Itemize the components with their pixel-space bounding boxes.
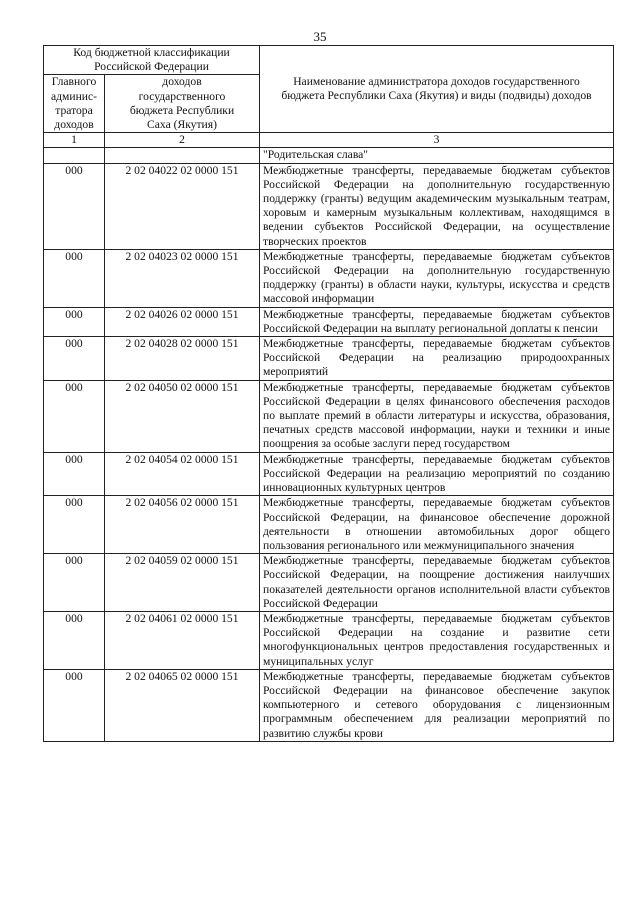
- income-description-cell: Межбюджетные трансферты, передаваемые бюджетам субъектов Российской Федерации на создание и развитие сети многофункциональных центров предоставления государственных и муниципальных услуг: [260, 611, 614, 669]
- table-row: [44, 337, 614, 381]
- column-number: 3: [260, 133, 614, 148]
- table-row: [44, 496, 614, 554]
- admin-code-cell: 000: [44, 163, 105, 249]
- admin-code-cell: 000: [44, 452, 105, 496]
- income-code-cell: 2 02 04056 02 0000 151: [105, 496, 260, 554]
- admin-code-cell: 000: [44, 249, 105, 307]
- table-row: [44, 163, 614, 249]
- admin-code-cell: 000: [44, 496, 105, 554]
- income-description-cell: Межбюджетные трансферты, передаваемые бюджетам субъектов Российской Федерации на дополнительную государственную поддержку (гранты) в области науки, культуры, искусства и средств массовой информации: [260, 249, 614, 307]
- continuation-text: "Родительская слава": [260, 148, 614, 163]
- income-description-cell: Межбюджетные трансферты, передаваемые бюджетам субъектов Российской Федерации, на финансовое обеспечение дорожной деятельности в отношении автомобильных дорог общего пользования регионального или межмуниципального значения: [260, 496, 614, 554]
- income-description-cell: Межбюджетные трансферты, передаваемые бюджетам субъектов Российской Федерации на реализацию мероприятий по созданию инновационных культурных центров: [260, 452, 614, 496]
- income-description-cell: Межбюджетные трансферты, передаваемые бюджетам субъектов Российской Федерации на реализацию природоохранных мероприятий: [260, 337, 614, 381]
- income-code-cell: 2 02 04028 02 0000 151: [105, 337, 260, 381]
- column-number: 2: [105, 133, 260, 148]
- income-description-cell: Межбюджетные трансферты, передаваемые бюджетам субъектов Российской Федерации, на поощрение достижения наилучших показателей деятельности органов исполнительной власти субъектов Российской Федерации: [260, 554, 614, 612]
- continuation-row: [44, 148, 614, 163]
- income-code-cell: 2 02 04059 02 0000 151: [105, 554, 260, 612]
- income-code-cell: 2 02 04026 02 0000 151: [105, 307, 260, 336]
- income-description-cell: Межбюджетные трансферты, передаваемые бюджетам субъектов Российской Федерации на дополнительную государственную поддержку (гранты) ведущим академическим музыкальным театрам, хоровым и камерным музыкальным коллективам, находящимся в ведении субъектов Российской Федерации, на осуществление творческих проектов: [260, 163, 614, 249]
- header-income-code-column: доходов государственного бюджета Республики Саха (Якутия): [105, 75, 260, 133]
- table-row: [44, 611, 614, 669]
- income-code-cell: 2 02 04050 02 0000 151: [105, 380, 260, 452]
- header-row-group: [44, 46, 614, 75]
- income-code-cell: 2 02 04065 02 0000 151: [105, 669, 260, 741]
- column-number: 1: [44, 133, 105, 148]
- admin-code-cell: 000: [44, 380, 105, 452]
- table-row: [44, 554, 614, 612]
- column-number-row: [44, 133, 614, 148]
- income-description-cell: Межбюджетные трансферты, передаваемые бюджетам субъектов Российской Федерации в целях финансового обеспечения расходов по выплате премий в области литературы и искусства, образования, печатных средств массовой информации, науки и техники и иные поощрения за особые заслуги перед государством: [260, 380, 614, 452]
- income-code-cell: 2 02 04023 02 0000 151: [105, 249, 260, 307]
- budget-classification-table: [43, 45, 614, 742]
- table-row: [44, 380, 614, 452]
- page-number: 35: [313, 29, 327, 44]
- admin-code-cell: 000: [44, 611, 105, 669]
- admin-code-cell: 000: [44, 669, 105, 741]
- header-code-group: Код бюджетной классификации Российской Федерации: [44, 46, 260, 75]
- admin-code-cell: 000: [44, 337, 105, 381]
- admin-code-cell: 000: [44, 554, 105, 612]
- table-row: [44, 249, 614, 307]
- income-description-cell: Межбюджетные трансферты, передаваемые бюджетам субъектов Российской Федерации на выплату региональной доплаты к пенсии: [260, 307, 614, 336]
- income-code-cell: 2 02 04061 02 0000 151: [105, 611, 260, 669]
- income-description-cell: Межбюджетные трансферты, передаваемые бюджетам субъектов Российской Федерации на финансовое обеспечение закупок компьютерного и сетевого оборудования с лицензионным программным обеспечением для реализации мероприятий по развитию службы крови: [260, 669, 614, 741]
- table-row: [44, 452, 614, 496]
- income-code-cell: 2 02 04054 02 0000 151: [105, 452, 260, 496]
- header-admin-column: Главного админис-тратора доходов: [44, 75, 105, 133]
- table-row: [44, 669, 614, 741]
- income-code-cell: 2 02 04022 02 0000 151: [105, 163, 260, 249]
- header-name-column: Наименование администратора доходов государственного бюджета Республики Саха (Якутия) и виды (подвиды) доходов: [260, 46, 614, 133]
- table-row: [44, 307, 614, 336]
- admin-code-cell: 000: [44, 307, 105, 336]
